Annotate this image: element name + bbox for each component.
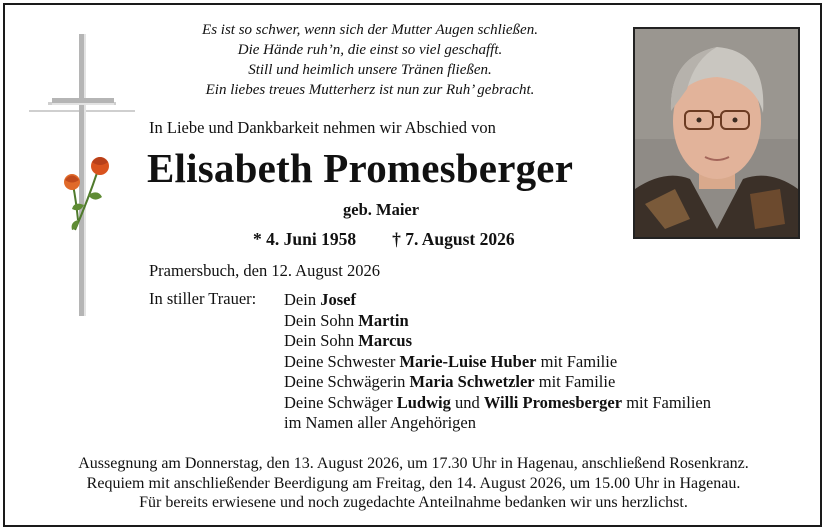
poem [140, 20, 600, 100]
death-date: † 7. August 2026 [392, 229, 515, 249]
portrait-photo [633, 27, 800, 239]
mourners-list [284, 290, 711, 434]
deceased-name: Elisabeth Promesberger [147, 145, 574, 191]
mourner-line: im Namen aller Angehörigen [284, 413, 476, 432]
mourner-line: Deine Schwäger Ludwig und Willi Promesberger mit Familien [284, 392, 711, 412]
maiden-name: geb. Maier [343, 200, 420, 219]
mourners-label: In stiller Trauer: [149, 289, 257, 308]
intro-text: In Liebe und Dankbarkeit nehmen wir Abschied von [149, 118, 496, 137]
place-date: Pramersbuch, den 12. August 2026 [149, 261, 380, 280]
poem-line: Ein liebes treues Mutterherz ist nun zur Ruh’ gebracht. [205, 82, 535, 98]
mourner-line: Dein Sohn Martin [284, 310, 409, 330]
poem-line: Still und heimlich unsere Tränen fließen. [248, 62, 492, 78]
birth-date: * 4. Juni 1958 [253, 229, 357, 249]
cross-with-roses-icon [28, 30, 138, 320]
mourner-line: Deine Schwägerin Maria Schwetzler mit Familie [284, 372, 616, 391]
footer-line: Aussegnung am Donnerstag, den 13. August 2026, um 17.30 Uhr in Hagenau, anschließend Rosenkranz. [78, 455, 749, 472]
footer-line: Requiem mit anschließender Beerdigung am Freitag, den 14. August 2026, um 15.00 Uhr in Hagenau. [86, 474, 741, 492]
life-dates [253, 229, 515, 250]
portrait-image [635, 29, 798, 237]
poem-line: Die Hände ruh’n, die einst so viel geschafft. [237, 42, 503, 58]
mourner-line: Deine Schwester Marie-Luise Huber mit Familie [284, 351, 618, 371]
mourner-line: Dein Sohn Marcus [284, 331, 413, 350]
footer-line: Für bereits erwiesene und noch zugedachte Anteilnahme bedanken wir uns herzlichst. [139, 494, 688, 511]
mourner-line: Dein Josef [284, 290, 356, 309]
poem-line: Es ist so schwer, wenn sich der Mutter Augen schließen. [202, 22, 538, 38]
footer-announcements [10, 454, 817, 513]
